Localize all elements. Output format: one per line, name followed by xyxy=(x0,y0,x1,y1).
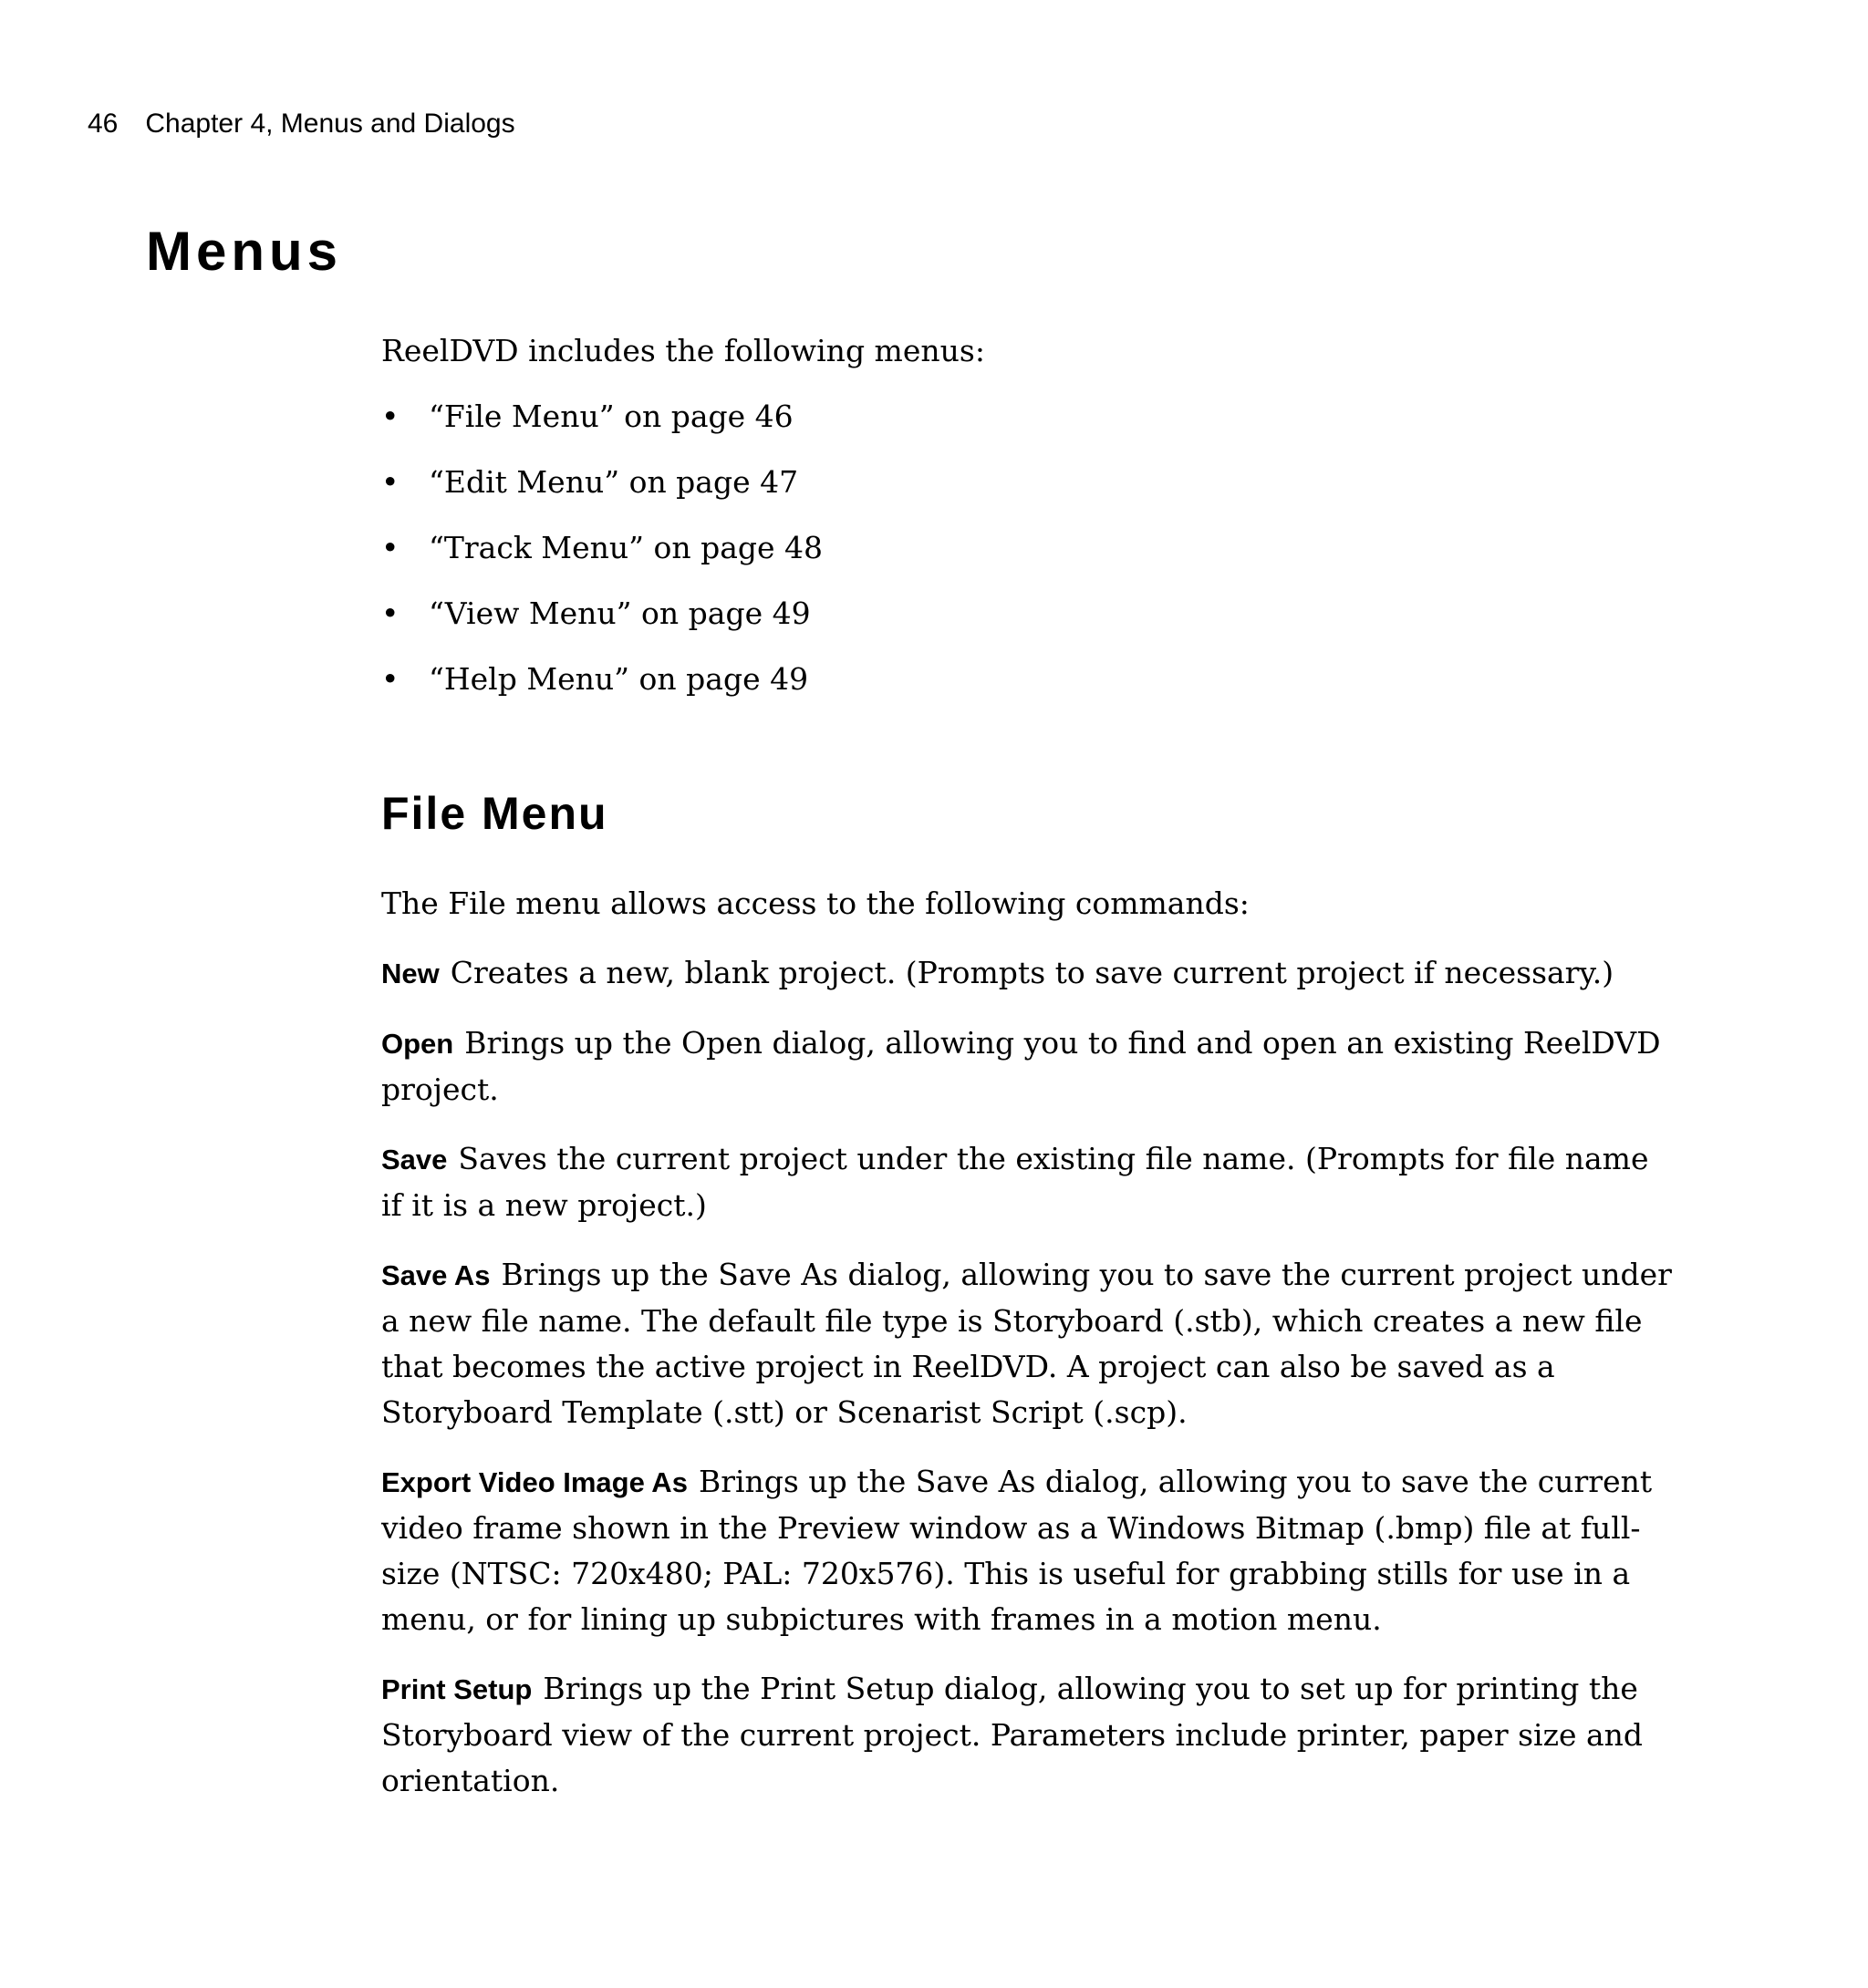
chapter-title: Chapter 4, Menus and Dialogs xyxy=(145,109,515,139)
command-description: Brings up the Open dialog, allowing you to find and open an existing ReelDVD project. xyxy=(381,1025,1661,1107)
running-header xyxy=(88,106,515,142)
list-item-label: “Edit Menu” on page 47 xyxy=(429,464,799,500)
menu-list xyxy=(381,394,1676,702)
command-save xyxy=(381,1136,1676,1228)
command-term: Print Setup xyxy=(381,1673,533,1705)
list-item-edit-menu xyxy=(381,460,1676,505)
command-save-as xyxy=(381,1252,1676,1435)
command-print-setup xyxy=(381,1666,1676,1804)
list-item-track-menu xyxy=(381,525,1676,571)
page-content xyxy=(381,328,1676,1828)
bullet-icon: • xyxy=(381,530,400,565)
command-open xyxy=(381,1020,1676,1113)
bullet-icon: • xyxy=(381,464,400,500)
command-description: Saves the current project under the existing file name. (Prompts for file name if it is a new project.) xyxy=(381,1141,1649,1223)
list-item-label: “Track Menu” on page 48 xyxy=(429,530,824,565)
command-term: Export Video Image As xyxy=(381,1466,688,1498)
list-item-label: “View Menu” on page 49 xyxy=(429,595,811,631)
file-menu-intro: The File menu allows access to the following commands: xyxy=(381,885,1250,921)
command-term: New xyxy=(381,958,440,989)
list-item-file-menu xyxy=(381,394,1676,440)
command-description: Brings up the Save As dialog, allowing you to save the current project under a new file name. The default file type is Storyboard (.stb), which creates a new file that becomes the active project in ReelDVD. A project can also be saved as a Storyboard Template (.stt) or Scenarist Script (.scp). xyxy=(381,1257,1672,1430)
command-export-video-image-as xyxy=(381,1459,1676,1642)
command-term: Save xyxy=(381,1144,448,1175)
bullet-icon: • xyxy=(381,595,400,631)
command-description: Brings up the Print Setup dialog, allowing you to set up for printing the Storyboard view of the current project. Parameters include printer, paper size and orientation. xyxy=(381,1671,1644,1798)
list-item-label: “File Menu” on page 46 xyxy=(429,399,794,434)
command-description: Brings up the Save As dialog, allowing you to save the current video frame shown in the Preview window as a Windows Bitmap (.bmp) file at full-size (NTSC: 720x480; PAL: 720x576). This is useful for grabbing stills for use in a menu, or for lining up subpictures with frames in a motion menu. xyxy=(381,1464,1653,1637)
menus-intro: ReelDVD includes the following menus: xyxy=(381,333,985,368)
command-description: Creates a new, blank project. (Prompts to save current project if necessary.) xyxy=(450,955,1614,990)
list-item-view-menu xyxy=(381,591,1676,637)
subsection-title-file-menu: File Menu xyxy=(381,788,608,839)
command-term: Open xyxy=(381,1028,454,1060)
command-term: Save As xyxy=(381,1259,491,1291)
bullet-icon: • xyxy=(381,661,400,697)
bullet-icon: • xyxy=(381,399,400,434)
page-number: 46 xyxy=(88,109,119,139)
section-title-menus: Menus xyxy=(146,221,343,282)
command-new xyxy=(381,950,1676,997)
list-item-label: “Help Menu” on page 49 xyxy=(429,661,809,697)
list-item-help-menu xyxy=(381,657,1676,702)
